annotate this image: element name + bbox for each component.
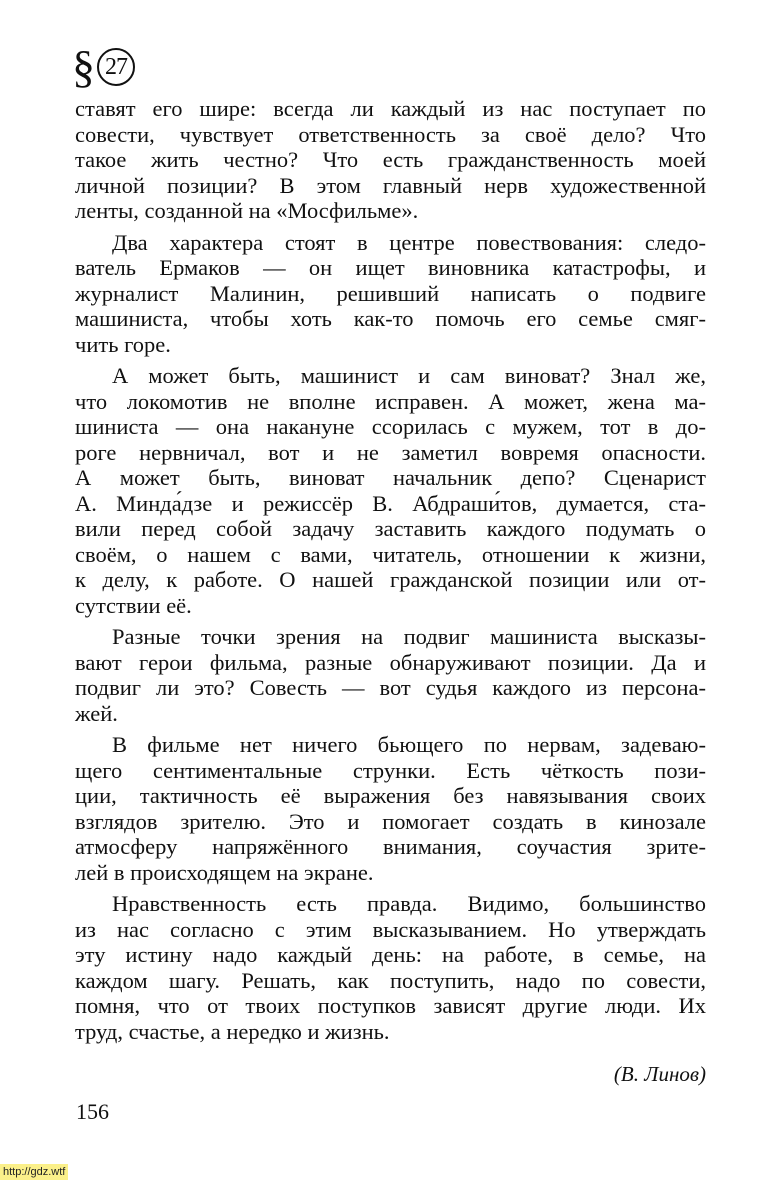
text-line: Нравственность есть правда. Видимо, большинство: [112, 891, 706, 916]
text-line: А. Минда́дзе и режиссёр В. Абдраши́тов, думается, ста-: [75, 490, 706, 516]
paragraph: [75, 624, 706, 726]
paragraph: [75, 96, 706, 224]
text-line: Два характера стоят в центре повествования: следо-: [112, 229, 706, 255]
text-line: каждом шагу. Решать, как поступить, надо по совести,: [75, 967, 706, 993]
text-line: к делу, к работе. О нашей гражданской позиции или от-: [75, 567, 706, 592]
text-line: атмосферу напряжённого внимания, соучастия зрите-: [75, 834, 706, 859]
section-sign: §: [72, 41, 95, 92]
text-line: щего сентиментальные струнки. Есть чёткость пози-: [75, 757, 706, 783]
author-attribution: (В. Линов): [613, 1062, 706, 1086]
text-line: труд, счастье, а нередко и жизнь.: [75, 1018, 390, 1044]
text-line: такое жить честно? Что есть гражданственность моей: [75, 147, 706, 172]
text-line: роге нервничал, вот и не заметил вовремя опасности.: [75, 439, 706, 465]
text-line: сутствии её.: [75, 592, 192, 618]
text-line: своём, о нашем с вами, читатель, отношении к жизни,: [75, 541, 706, 567]
text-line: помня, что от твоих поступков зависят другие люди. Их: [75, 993, 706, 1018]
text-line: из нас согласно с этим высказыванием. Но утверждать: [75, 916, 706, 942]
paragraph: [75, 891, 706, 1044]
text-line: жей.: [75, 700, 118, 726]
text-line: эту истину надо каждый день: на работе, в семье, на: [75, 942, 706, 967]
paragraph: [75, 732, 706, 885]
text-line: чить горе.: [75, 331, 171, 357]
text-line: взглядов зрителю. Это и помогает создать в кинозале: [75, 808, 706, 834]
text-line: вили перед собой задачу заставить каждого подумать о: [75, 516, 706, 541]
paragraph: [75, 363, 706, 618]
text-line: А может быть, виноват начальник депо? Сценарист: [75, 465, 706, 490]
text-line: журналист Малинин, решивший написать о подвиге: [75, 280, 706, 306]
text-line: машиниста, чтобы хоть как-то помочь его семье смяг-: [75, 306, 706, 331]
text-line: что локомотив не вполне исправен. А может, жена ма-: [75, 388, 706, 414]
article-body: [75, 96, 706, 1044]
text-line: подвиг ли это? Совесть — вот судья каждого из персона-: [75, 675, 706, 700]
section-number-badge: 27: [97, 48, 135, 86]
text-line: личной позиции? В этом главный нерв художественной: [75, 172, 706, 198]
text-line: А может быть, машинист и сам виноват? Знал же,: [112, 363, 706, 388]
text-line: вают герои фильма, разные обнаруживают позиции. Да и: [75, 649, 706, 675]
text-line: ции, тактичность её выражения без навязывания своих: [75, 783, 706, 808]
text-line: ставят его шире: всегда ли каждый из нас поступает по: [75, 96, 706, 121]
paragraph: [75, 230, 706, 358]
text-line: лей в происходящем на экране.: [75, 859, 374, 885]
text-line: ленты, созданной на «Мосфильме».: [75, 198, 419, 223]
text-line: В фильме нет ничего бьющего по нервам, задеваю-: [112, 732, 706, 757]
watermark-link[interactable]: http://gdz.wtf: [0, 1164, 68, 1180]
text-line: совести, чувствует ответственность за своё дело? Что: [75, 121, 706, 147]
text-line: ватель Ермаков — он ищет виновника катастрофы, и: [75, 255, 706, 280]
section-header: [72, 41, 135, 92]
text-line: Разные точки зрения на подвиг машиниста высказы-: [112, 624, 706, 649]
page-number: 156: [76, 1099, 109, 1124]
text-line: шиниста — она накануне ссорилась с мужем, тот в до-: [75, 414, 706, 439]
